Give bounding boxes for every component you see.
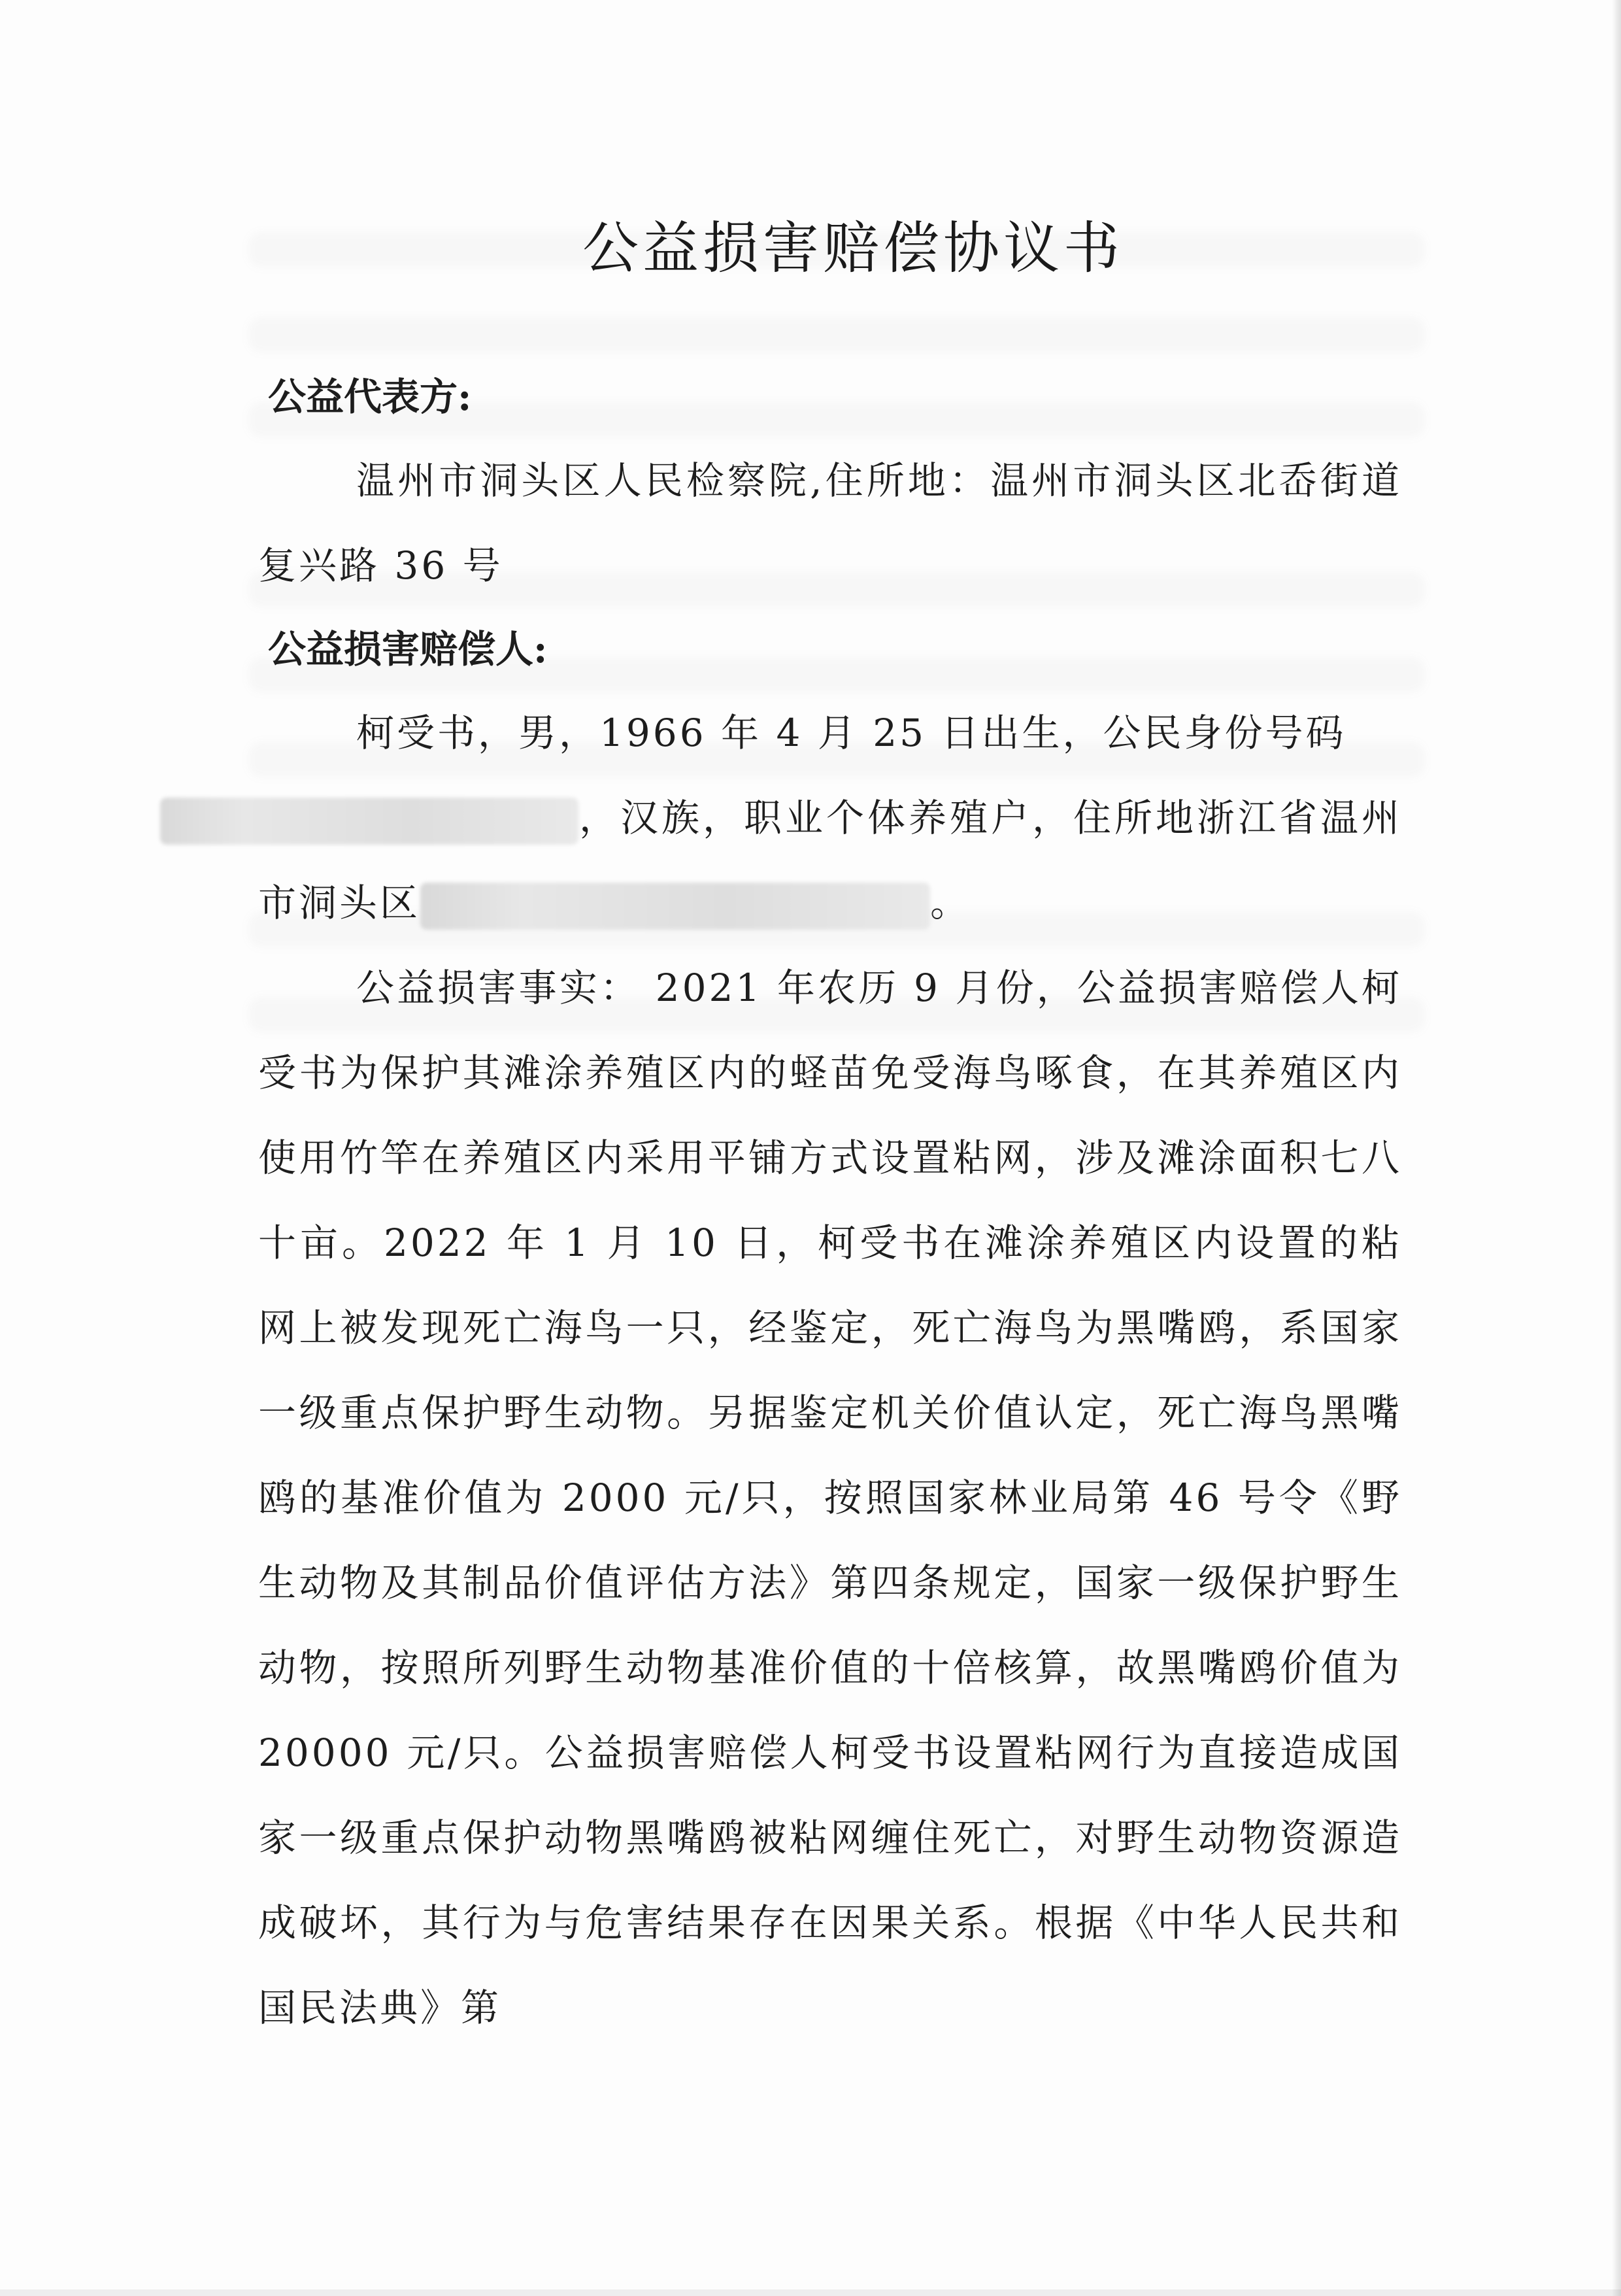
compensator-heading: 公益损害赔偿人: — [268, 627, 548, 671]
scan-edge-bottom — [0, 2289, 1621, 2296]
scan-edge — [1612, 0, 1621, 2296]
redacted-id-number — [160, 798, 578, 845]
redacted-address — [420, 883, 930, 930]
representative-paragraph: 温州市洞头区人民检察院,住所地：温州市洞头区北岙街道复兴路 36 号 — [258, 458, 1402, 588]
document-title: 公益损害赔偿协议书 — [582, 216, 1124, 281]
compensator-paragraph — [258, 690, 1402, 945]
compensator-line2: ，汉族，职业个体养殖户，住所地浙江 — [578, 796, 1279, 840]
compensator-line1: 柯受书，男，1966 年 4 月 25 日出生，公民身份号码 — [356, 711, 1346, 755]
compensator-line3-end: 。 — [930, 881, 971, 925]
document-content — [258, 203, 1402, 2050]
facts-paragraph: 公益损害事实： 2021 年农历 9 月份，公益损害赔偿人柯受书为保护其滩涂养殖区内的蛏苗免受海鸟啄食，在其养殖区内使用竹竿在养殖区内采用平铺方式设置粘网，涉及滩涂面积七八十亩。2022 年 1 月 10 日，柯受书在滩涂养殖区内设置的粘网上被发现死亡海鸟一只，经鉴定，死亡海鸟为黑嘴鸥，系国家一级重点保护野生动物。另据鉴定机关价值认定，死亡海鸟黑嘴鸥的基准价值为 2000 元/只，按照国家林业局第 46 号令《野生动物及其制品价值评估方法》第四条规定，国家一级保护野生动物，按照所列野生动物基准价值的十倍核算，故黑嘴鸥价值为 20000 元/只。公益损害赔偿人柯受书设置粘网行为直接造成国家一级重点保护动物黑嘴鸥被粘网缠住死亡，对野生动物资源造成破坏，其行为与危害结果存在因果关系。根据《中华人民共和国民法典》第 — [258, 966, 1402, 2030]
representative-heading: 公益代表方: — [268, 375, 472, 419]
compensator-line3-start: 省温州市洞头区 — [258, 796, 1402, 925]
